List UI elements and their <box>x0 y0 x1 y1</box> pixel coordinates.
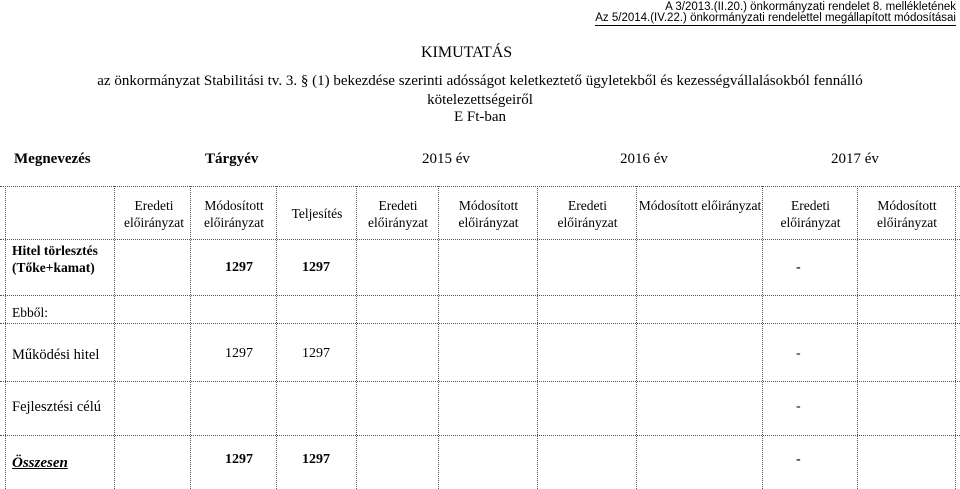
unit-label: E Ft-ban <box>453 109 507 125</box>
cell-total-original: 1297 <box>225 452 253 467</box>
row-label-total: Összesen <box>12 455 68 471</box>
sub-header-fulfilment: Teljesítés <box>291 206 343 221</box>
cell-total-dash: - <box>796 452 801 467</box>
header-amendment-line: Az 5/2014.(IV.22.) önkormányzati rendelettel megállapított módosításai <box>595 12 956 24</box>
cell-loan-repayment-original: 1297 <box>225 260 253 275</box>
grid-line-v <box>537 186 538 489</box>
cell-loan-repayment-modified: 1297 <box>302 260 330 275</box>
grid-line-h <box>0 381 960 382</box>
cell-operating-loan-dash: - <box>796 346 801 361</box>
subtitle-line-2: kötelezettségeiről <box>427 92 533 108</box>
cell-loan-repayment-dash: - <box>796 260 801 275</box>
grid-line-v <box>857 186 858 489</box>
column-header-2015: 2015 év <box>422 151 470 167</box>
sub-header-2016-original: Eredeti előirányzat <box>557 198 618 230</box>
grid-line-h <box>0 186 960 187</box>
sub-header-2015-original: Eredeti előirányzat <box>368 198 428 230</box>
sub-header-2016-modified: Módosított előirányzat <box>638 198 762 213</box>
column-header-name: Megnevezés <box>14 151 91 167</box>
grid-line-v <box>114 186 115 489</box>
row-label-of-which: Ebből: <box>12 305 48 320</box>
grid-line-v <box>636 186 637 489</box>
grid-line-v <box>356 186 357 489</box>
grid-line-v <box>438 186 439 489</box>
column-header-current-year: Tárgyév <box>205 151 259 167</box>
subtitle-line-1: az önkormányzat Stabilitási tv. 3. § (1) bekezdése szerinti adósságot keletkeztető ügyletekből és kezességvállalásokból fennálló <box>97 73 863 89</box>
grid-line-v <box>190 186 191 489</box>
row-label-operating-loan: Működési hitel <box>12 347 100 363</box>
grid-line-v <box>762 186 763 489</box>
sub-header-original-estimate: Eredeti előirányzat <box>124 198 184 230</box>
document-title: KIMUTATÁS <box>421 44 513 61</box>
grid-line-h <box>0 239 960 240</box>
cell-total-modified: 1297 <box>302 452 330 467</box>
cell-development-dash: - <box>796 399 801 414</box>
grid-line-v <box>5 186 6 489</box>
column-header-2016: 2016 év <box>620 151 668 167</box>
sub-header-2017-original: Eredeti előirányzat <box>780 198 841 230</box>
cell-operating-loan-original: 1297 <box>225 346 253 361</box>
grid-line-v <box>955 186 956 489</box>
cell-operating-loan-modified: 1297 <box>302 346 330 361</box>
sub-header-2015-modified: Módosított előirányzat <box>458 198 519 230</box>
row-label-development-purpose: Fejlesztési célú <box>12 399 101 415</box>
column-header-2017: 2017 év <box>831 151 879 167</box>
sub-header-modified-estimate: Módosított előirányzat <box>204 198 264 230</box>
row-label-loan-repayment: Hitel törlesztés (Tőke+kamat) <box>12 243 98 275</box>
header-decree-line: A 3/2013.(II.20.) önkormányzati rendelet 8. mellékletének <box>665 1 956 13</box>
grid-line-h <box>0 435 960 436</box>
grid-line-h <box>0 295 960 296</box>
sub-header-2017-modified: Módosított előirányzat <box>877 198 937 230</box>
grid-line-h <box>0 323 960 324</box>
grid-line-v <box>276 186 277 489</box>
